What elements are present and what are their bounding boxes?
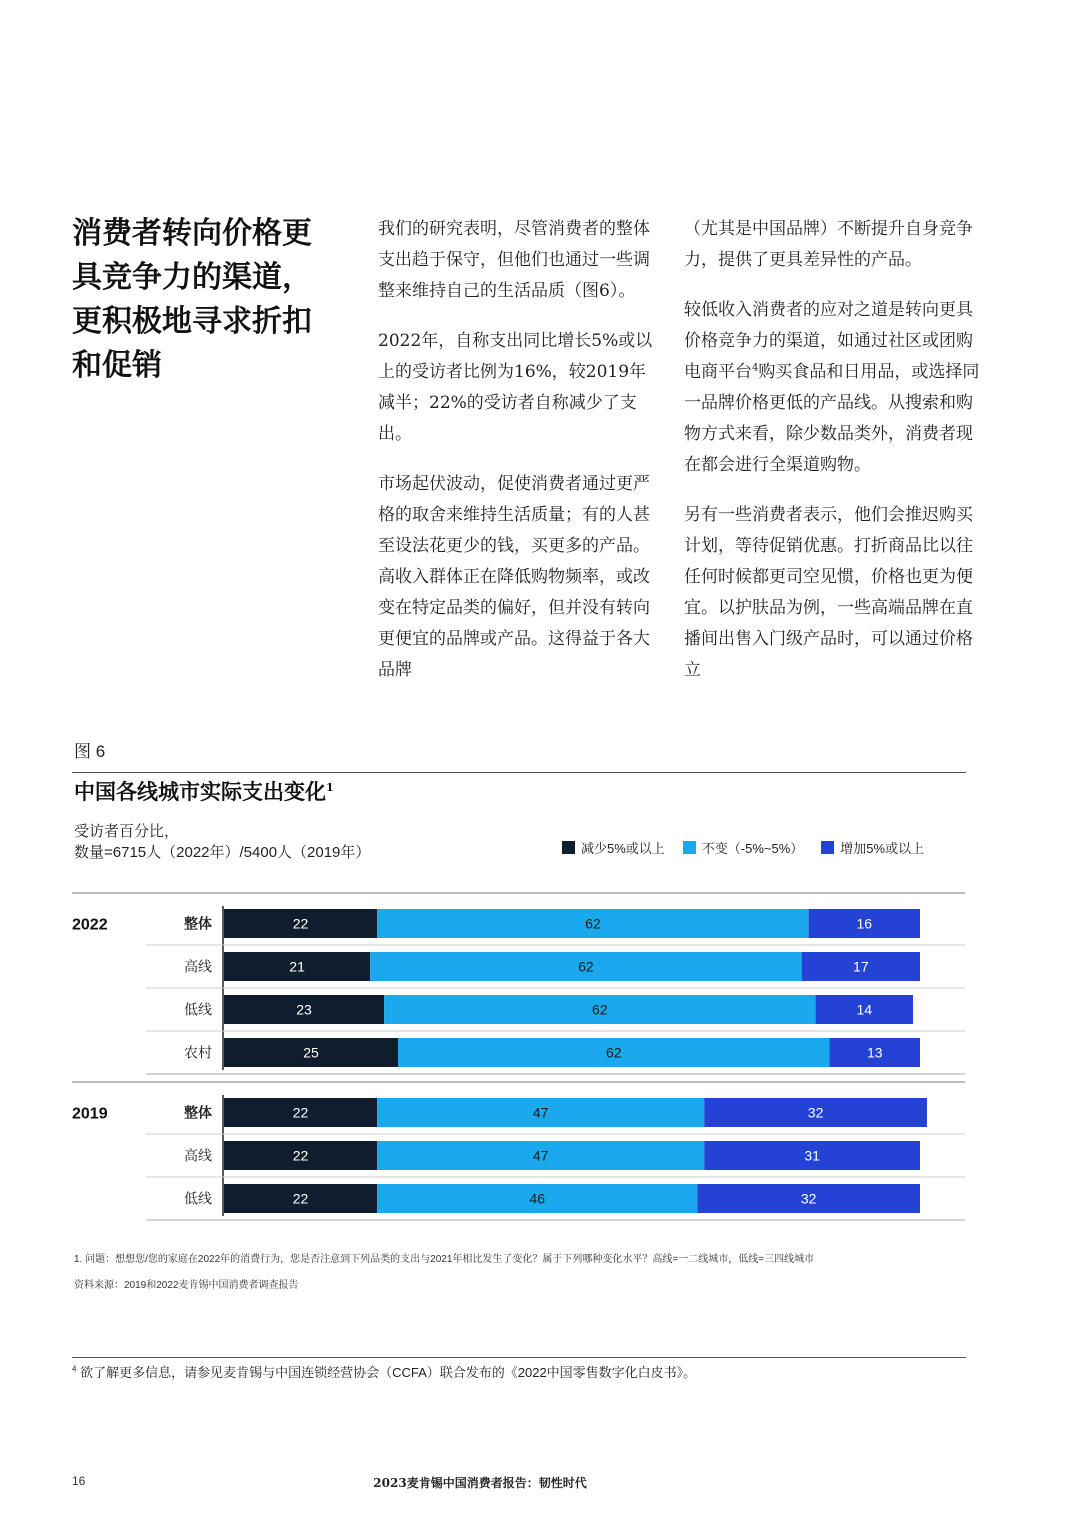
footnote-source: 资料来源：2019和2022麦肯锡中国消费者调查报告 (74, 1280, 299, 1291)
data-label: 16 (856, 915, 873, 932)
footnote-ref[interactable]: 4 (752, 362, 759, 374)
footnote-ref[interactable]: 1 (326, 781, 334, 794)
data-label: 23 (296, 1001, 312, 1018)
data-label: 62 (578, 958, 594, 975)
data-label: 22 (292, 1147, 309, 1164)
data-label: 21 (289, 958, 305, 975)
data-label: 25 (303, 1044, 319, 1061)
legend-label: 不变（-5%~5%） (701, 841, 804, 856)
paragraph-text: 购买食品和日用品，或选择同一品牌价格更低的产品线。从搜索和购物方式来看，除少数品类外，消费者现在都会进行全渠道购物。 (684, 362, 980, 475)
data-label: 46 (529, 1190, 545, 1207)
data-label: 32 (800, 1190, 817, 1207)
paragraph: 市场起伏波动，促使消费者通过更严格的取舍来维持生活质量；有的人甚至设法花更少的钱，买更多的产品。高收入群体正在降低购物频率，或改变在特定品类的偏好，但并没有转向更便宜的品牌或产品。这得益于各大品牌 (378, 474, 650, 680)
data-label: 62 (585, 915, 601, 932)
data-label: 22 (292, 1190, 309, 1207)
data-label: 31 (804, 1147, 820, 1164)
data-label: 22 (292, 1104, 309, 1121)
year-label: 2022 (72, 916, 108, 934)
row-label: 高线 (184, 1148, 212, 1165)
paragraph: 我们的研究表明，尽管消费者的整体支出趋于保守，但他们也通过一些调整来维持自己的生活品质（图6）。 (378, 219, 650, 301)
row-label: 整体 (184, 916, 212, 933)
row-label: 农村 (184, 1045, 212, 1062)
footnote-marker: 4 (72, 1364, 77, 1374)
year-label: 2019 (72, 1105, 108, 1123)
row-label: 整体 (184, 1105, 212, 1122)
legend-label: 减少5%或以上 (581, 841, 665, 856)
paragraph: （尤其是中国品牌）不断提升自身竞争力，提供了更具差异性的产品。 (684, 219, 973, 270)
subtitle-line: 数量=6715人（2022年）/5400人（2019年） (74, 844, 371, 861)
row-label: 低线 (184, 1002, 212, 1019)
footnote-question: 1. 问题：想想您/您的家庭在2022年的消费行为，您是否注意到下列品类的支出与2021年相比发生了变化？属于下列哪种变化水平？高线=一二线城市，低线=三四线城市 (74, 1254, 815, 1265)
running-title: 2023麦肯锡中国消费者报告：韧性时代 (373, 1476, 587, 1490)
data-label: 17 (853, 958, 869, 975)
data-label: 47 (532, 1147, 549, 1164)
data-label: 13 (866, 1044, 883, 1061)
headline: 消费者转向价格更具竞争力的渠道，更积极地寻求折扣和促销 (72, 216, 312, 383)
figure-label: 图 6 (74, 742, 106, 761)
data-label: 14 (856, 1001, 873, 1018)
paragraph-text: 较低收入消费者的应对之道是转向更具价格竞争力的渠道，如通过社区或团购电商平台 (684, 300, 973, 382)
legend-label: 增加5%或以上 (840, 841, 925, 856)
data-label: 62 (605, 1044, 622, 1061)
subtitle-line: 受访者百分比， (74, 823, 180, 840)
page-number: 16 (72, 1474, 86, 1488)
data-label: 47 (532, 1104, 549, 1121)
row-label: 高线 (184, 959, 212, 976)
data-label: 22 (292, 915, 309, 932)
figure-title-text: 中国各线城市实际支出变化 (74, 779, 326, 804)
page-footnote-text: 欲了解更多信息，请参见麦肯锡与中国连锁经营协会（CCFA）联合发布的《2022中国零售数字化白皮书》。 (80, 1365, 697, 1380)
paragraph: 2022年，自称支出同比增长5%或以上的受访者比例为16%，较2019年减半；22%的受访者自称减少了支出。 (378, 331, 653, 444)
paragraph: 另有一些消费者表示，他们会推迟购买计划，等待促销优惠。打折商品比以往任何时候都更司空见惯，价格也更为便宜。以护肤品为例，一些高端品牌在直播间出售入门级产品时，可以通过价格立 (684, 505, 973, 680)
row-label: 低线 (184, 1191, 212, 1208)
page-footnote (72, 1362, 696, 1381)
data-label: 32 (807, 1104, 824, 1121)
footnote-rule (72, 1357, 966, 1358)
data-label: 62 (592, 1001, 608, 1018)
